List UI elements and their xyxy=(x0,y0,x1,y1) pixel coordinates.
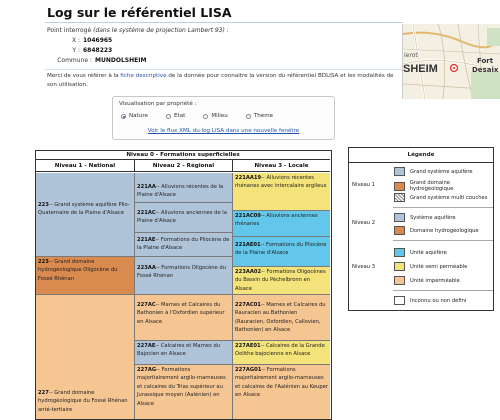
legend-item: Unité imperméable xyxy=(394,276,460,285)
radio-selected-icon xyxy=(121,114,126,119)
map-label-ierot: ierot xyxy=(404,52,418,59)
table-cell-level2: 227AE-- Calcaires et Marnes du Bajocien en Alsace xyxy=(135,341,233,365)
legend-item: Grand système aquifère xyxy=(394,167,473,176)
property-options xyxy=(121,113,273,119)
legend-item: Grand domaine hydrogéologique xyxy=(394,180,493,192)
table-cell-level2: 221AC-- Alluvions anciennes de la Plaine d'Alsace xyxy=(135,203,233,233)
table-cell-level1: 223-- Grand domaine hydrogéologique Oligocène du Fossé Rhénan xyxy=(36,257,135,295)
legend-swatch xyxy=(394,296,405,305)
x-coordinate-row: X : 1046965 xyxy=(71,37,113,44)
y-coordinate-value: 6848223 xyxy=(83,47,113,54)
table-cell-level2: 221AA-- Alluvions récentes de la Plaine d'Alsace xyxy=(135,173,233,203)
legend-group-label: Niveau 2 xyxy=(352,220,375,226)
legend-separator xyxy=(393,207,493,208)
column-header-level1: Niveau 1 - National xyxy=(36,160,135,172)
map-label-sheim: SHEIM xyxy=(403,63,438,75)
legend-swatch xyxy=(394,182,405,191)
legend-separator xyxy=(393,290,493,291)
commune-row: Commune : MUNDOLSHEIM xyxy=(57,57,147,64)
commune-value: MUNDOLSHEIM xyxy=(95,57,147,64)
lisa-log-table xyxy=(35,150,332,420)
fiche-descriptive-link[interactable]: fiche descriptive xyxy=(120,73,167,79)
legend-item: Grand système multi couches xyxy=(394,193,487,202)
legend-item: Unité aquifère xyxy=(394,248,447,257)
table-cell-level3: 227AE01-- Calcaires de la Grande Oolithe bajocienne en Alsace xyxy=(233,341,330,365)
legend-group-label: Niveau 3 xyxy=(352,264,375,270)
location-map[interactable] xyxy=(402,24,500,99)
y-coordinate-row: Y : 6848223 xyxy=(72,47,113,54)
radio-icon xyxy=(166,114,171,119)
legend-title: Légende xyxy=(407,152,435,158)
radio-milieu[interactable]: Milieu xyxy=(203,113,227,119)
table-cell-level3: 221AE01-- Formations du Pliocène de la Plaine d'Alsace xyxy=(233,237,330,267)
table-cell-level1: 223-- Grand système aquifère Plio-Quaternaire de la Plaine d'Alsace xyxy=(36,173,135,257)
radio-icon xyxy=(246,114,251,119)
property-visualisation-box xyxy=(112,96,335,140)
radio-icon xyxy=(203,114,208,119)
legend-swatch xyxy=(394,167,405,176)
legend-swatch xyxy=(394,276,405,285)
info-divider xyxy=(45,69,403,70)
legend-item: Unité semi perméable xyxy=(394,262,467,271)
description-text: Merci de vous référer à la fiche descriptive de la donnée pour connaitre la version du référentiel BDLISA et les modalités de son utilisation. xyxy=(47,73,394,88)
query-point-info xyxy=(47,26,229,66)
legend-divider xyxy=(349,162,493,163)
table-cell-level3: 221AC09-- Alluvions anciennes rhénanes xyxy=(233,211,330,237)
legend-item: Système aquifère xyxy=(394,213,456,222)
legend-group-label: Niveau 1 xyxy=(352,182,375,188)
table-cell-level1: 227-- Grand domaine hydrogéologique du Fossé Rhénan anté-tertiaire xyxy=(36,295,135,420)
table-cell-level2: 221AE-- Formations du Pliocène de la Plaine d'Alsace xyxy=(135,233,233,257)
radio-nature[interactable]: Nature xyxy=(121,113,148,119)
column-header-level2: Niveau 2 - Régional xyxy=(135,160,233,172)
title-divider xyxy=(45,22,403,23)
x-coordinate-value: 1046965 xyxy=(83,37,113,44)
xml-feed-link[interactable]: Voir le flux XML du log LISA dans une nouvelle fenêtre xyxy=(147,128,300,134)
table-cell-level2: 227AC-- Marnes et Calcaires du Bathonien à l'Oxfordien supérieur en Alsace xyxy=(135,295,233,341)
legend-swatch xyxy=(394,213,405,222)
legend-separator xyxy=(393,240,493,241)
legend-swatch xyxy=(394,262,405,271)
column-header-level3: Niveau 3 - Locale xyxy=(233,160,330,172)
table-cell-level3: 221AA19-- Alluvions récentes rhénanes avec intercalaire argileux xyxy=(233,173,330,211)
table-cell-level3: 223AA02-- Formations Oligocènes du Bassin du Péchelbronn en Alsace xyxy=(233,267,330,295)
query-point-label: Point interrogé (dans le système de projection Lambert 93) : xyxy=(47,27,229,34)
radio-etat[interactable]: Etat xyxy=(166,113,185,119)
legend-swatch xyxy=(394,226,405,235)
legend-item: Domaine hydrogéologique xyxy=(394,226,479,235)
legend-item: Inconnu ou non défini xyxy=(394,296,466,305)
page-title: Log sur le référentiel LISA xyxy=(47,5,232,20)
table-cell-level2: 227AG-- Formations majoritairement argilo-marneuses et calcaires du Trias supérieur au Jurassique moyen (Aalénien) en Alsace xyxy=(135,365,233,420)
legend-swatch xyxy=(394,248,405,257)
table-cell-level3: 227AC01-- Marnes et Calcaires du Rauracien au Bathonien (Rauracien, Oxfordien, Callovien, Bathonien) en Alsace xyxy=(233,295,330,341)
legend-swatch-hatched xyxy=(394,193,405,202)
radio-theme[interactable]: Thème xyxy=(246,113,273,119)
legend-panel xyxy=(348,147,494,311)
map-label-fort: Fort xyxy=(477,57,494,65)
table-header-level0: Niveau 0 - Formations superficielles xyxy=(36,151,330,160)
table-cell-level3: 227AG01-- Formations majoritairement argilo-marneuses et calcaires de l'Aalénien au Keuper en Alsace xyxy=(233,365,330,420)
property-box-title: Visualisation par propriété : xyxy=(119,101,197,107)
map-label-desaix: Desaix xyxy=(472,66,499,74)
table-cell-level2: 223AA-- Formations Oligocène du Fossé Rhénan xyxy=(135,257,233,295)
